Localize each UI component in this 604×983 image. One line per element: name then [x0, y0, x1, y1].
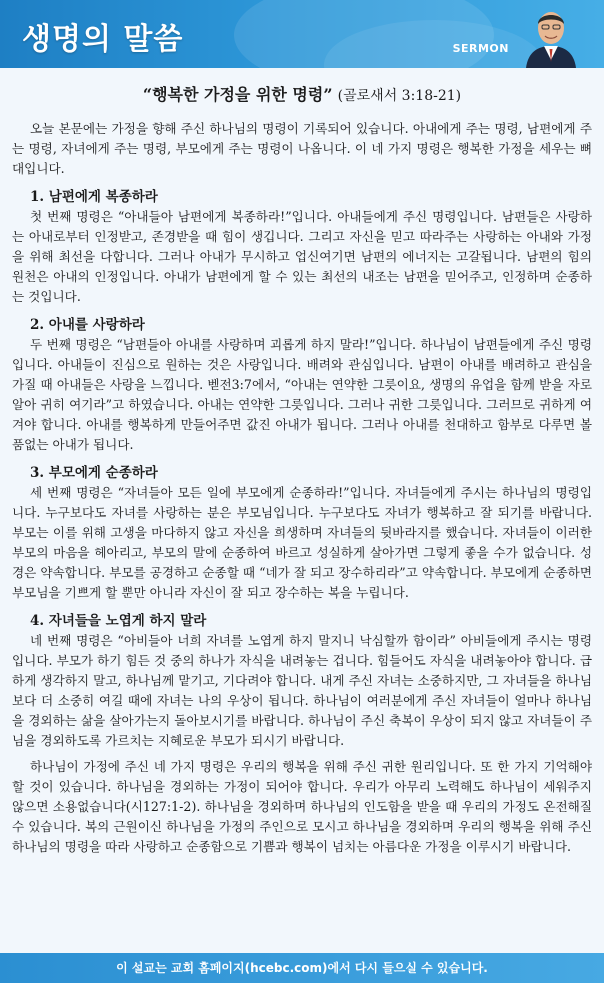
conclusion-paragraph: 하나님이 가정에 주신 네 가지 명령은 우리의 행복을 위해 주신 귀한 원리입니다. 또 한 가지 기억해야 할 것이 있습니다. 하나님을 경외하는 가정이 되어야 합니다. 우리가 아무리 노력해도 하나님이 세워주지 않으면 소용없습니다(시127:1-2). 하나님을 경외하며 하나님의 인도함을 받을 때 우리의 가정도 온전해질 수 있습니다. 복의 근원이신 하나님을 가정의 주인으로 모시고 하나님을 경외하며 우리의 행복을 위해 주신 하나님의 명령을 따라 사랑하고 순종함으로 기쁨과 행복이 넘치는 아름다운 가정을 이루시기 바랍니다. [12, 759, 592, 854]
section-heading-1: 1. 남편에게 복종하라 [30, 189, 158, 205]
sermon-content [12, 68, 592, 863]
section-body-3: 세 번째 명령은 “자녀들아 모든 일에 부모에게 순종하라!”입니다. 자녀들에게 주시는 하나님의 명령입니다. 누구보다도 자녀를 사랑하는 분은 부모님입니다. 누구보다도 자녀가 행복하고 잘 되기를 바랍니다. 부모는 이를 위해 고생을 마다하지 않고 자신을 희생하며 자녀들의 뒷바라지를 했습니다. 자녀들이 이러한 부모의 마음을 헤아리고, 부모의 말에 순종하여 바르고 성실하게 살아가면 그렇게 좋을 수가 없습니다. 성경은 약속합니다. 부모를 공경하고 순종할 때 “네가 잘 되고 장수하리라”고 약속합니다. 부모에게 순종하면 부모님을 기쁘게 할 뿐만 아니라 자신이 잘 되고 장수하는 복을 누립니다. [12, 485, 592, 600]
section-body-1: 첫 번째 명령은 “아내들아 남편에게 복종하라!”입니다. 아내들에게 주신 명령입니다. 남편들은 사랑하는 아내로부터 인정받고, 존경받을 때 힘이 생깁니다. 그리고 자신을 믿고 따라주는 사랑하는 아내와 가정을 위해 최선을 다합니다. 그러나 아내가 무시하고 업신여기면 남편의 에너지는 고갈됩니다. 남편의 힘의 원천은 아내의 인정입니다. 아내가 남편에게 할 수 있는 최선의 내조는 남편을 믿어주고, 인정하며 순종하는 것입니다. [12, 209, 592, 304]
intro-paragraph: 오늘 본문에는 가정을 향해 주신 하나님의 명령이 기록되어 있습니다. 아내에게 주는 명령, 남편에게 주는 명령, 자녀에게 주는 명령, 부모에게 주는 명령이 나옵니다. 이 네 가지 명령은 행복한 가정을 세우는 뼈대입니다. [12, 121, 592, 176]
section-heading-2: 2. 아내를 사랑하라 [30, 317, 145, 333]
header-banner [0, 0, 604, 68]
footer-text: 이 설교는 교회 홈페이지(hcebc.com)에서 다시 들으실 수 있습니다. [116, 961, 488, 975]
sermon-title-row [12, 82, 592, 105]
footer-banner [0, 953, 604, 983]
scripture-reference: (골로새서 3:18-21) [337, 88, 462, 104]
sermon-label: SERMON [452, 42, 509, 55]
section-body-2: 두 번째 명령은 “남편들아 아내를 사랑하며 괴롭게 하지 말라!”입니다. 하나님이 남편들에게 주신 명령입니다. 아내들이 진심으로 원하는 것은 사랑입니다. 배려와 관심입니다. 남편이 아내를 배려하고 관심을 가질 때 아내들은 사랑을 느낍니다. 벧전3:7에서, “아내는 연약한 그릇이요, 생명의 유업을 함께 받을 자로 알아 귀히 여기라”고 하였습니다. 아내는 연약한 그릇입니다. 그러나 귀한 그릇입니다. 그러므로 귀하게 여겨야 합니다. 아내를 행복하게 만들어주면 값진 아내가 됩니다. 그러나 아내를 천대하고 함부로 다루면 볼품없는 아내가 됩니다. [12, 337, 592, 452]
sermon-title: “행복한 가정을 위한 명령” [142, 85, 333, 104]
pastor-portrait-icon [520, 4, 582, 68]
section-body-4: 네 번째 명령은 “아비들아 너희 자녀를 노엽게 하지 말지니 낙심할까 함이라” 아비들에게 주시는 명령입니다. 부모가 하기 힘든 것 중의 하나가 자식을 내려놓는 겁니다. 힘들어도 자식을 내려놓아야 합니다. 급하게 생각하지 말고, 하나님께 맡기고, 기다려야 합니다. 내게 주신 자녀는 소중하지만, 그 자녀들을 하나님보다 더 소중히 여길 때에 자녀는 나의 우상이 됩니다. 하나님이 여러분에게 주신 자녀들이 얼마나 하나님을 경외하는 삶을 살아가는지 돌아보시기를 바랍니다. 하나님이 주신 축복이 우상이 되지 않고 자녀들이 주님을 경외하도록 가르치는 지혜로운 부모가 되시기 바랍니다. [12, 633, 592, 748]
banner-title: 생명의 말씀 [22, 22, 184, 57]
section-heading-3: 3. 부모에게 순종하라 [30, 465, 158, 481]
section-heading-4: 4. 자녀들을 노엽게 하지 말라 [30, 613, 207, 629]
